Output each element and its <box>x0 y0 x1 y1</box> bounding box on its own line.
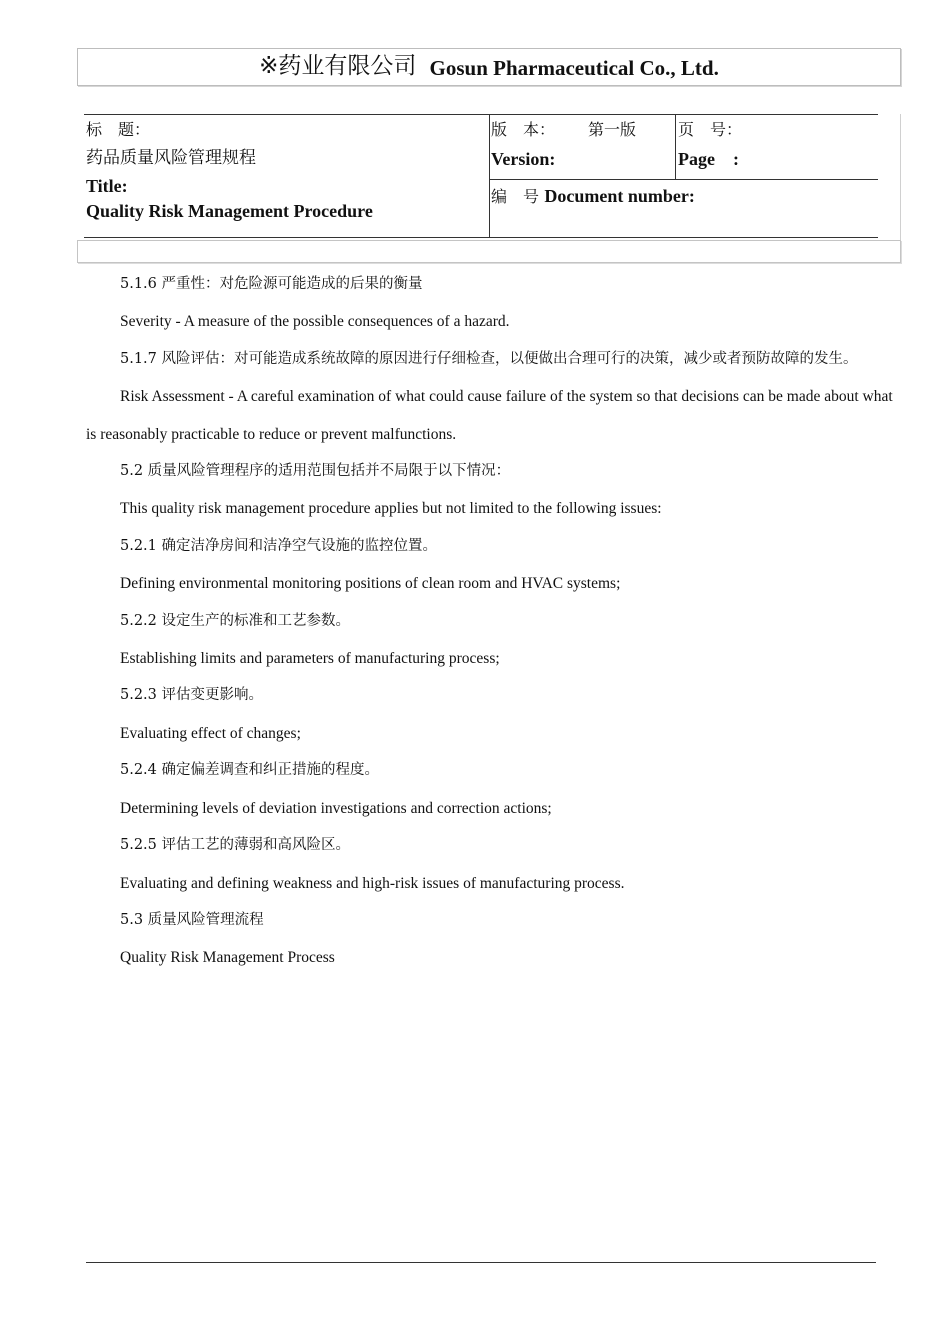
paragraph: 5.2.2 设定生产的标准和工艺参数。 <box>120 612 351 629</box>
header-spacer-box <box>77 240 901 263</box>
paragraph: 5.2.3 评估变更影响。 <box>120 687 264 704</box>
title-en: Quality Risk Management Procedure <box>86 201 373 221</box>
paragraph: 5.1.6 严重性：对危险源可能造成的后果的衡量 <box>120 276 423 292</box>
company-name-zh: ※药业有限公司 <box>259 53 417 79</box>
paragraph: 5.3 质量风险管理流程 <box>120 911 264 928</box>
version-label-zh: 版 本： <box>491 120 556 139</box>
paragraph: 5.2.1 确定洁净房间和洁净空气设施的监控位置。 <box>120 537 438 554</box>
title-label-en: Title: <box>86 176 128 196</box>
page-label-zh: 页 号： <box>678 120 743 139</box>
paragraph: 5.2.5 评估工艺的薄弱和高风险区。 <box>120 837 351 854</box>
footer-divider <box>86 1262 876 1263</box>
document-number-field <box>491 184 695 209</box>
page-label-en: Page : <box>678 149 739 169</box>
paragraph: Defining environmental monitoring positions of clean room and HVAC systems; <box>120 575 621 593</box>
paragraph: Evaluating and defining weakness and high-risk issues of manufacturing process. <box>120 874 625 892</box>
title-zh: 药品质量风险管理规程 <box>86 148 256 168</box>
title-label-zh: 标 题： <box>86 120 151 139</box>
docnum-label-en: Document number: <box>544 186 695 206</box>
paragraph: Quality Risk Management Process <box>120 949 335 967</box>
document-header-table <box>84 114 878 238</box>
paragraph: 5.1.7 风险评估：对可能造成系统故障的原因进行仔细检查，以便做出合理可行的决策，减少或者预防故障的发生。 <box>120 350 858 367</box>
document-body <box>86 266 894 977</box>
company-name-en: Gosun Pharmaceutical Co., Ltd. <box>429 56 719 80</box>
docnum-label-zh: 编 号 <box>491 187 540 206</box>
paragraph: 5.2.4 确定偏差调查和纠正措施的程度。 <box>120 762 380 779</box>
paragraph: This quality risk management procedure applies but not limited to the following issues: <box>120 500 662 518</box>
version-value-zh: 第一版 <box>588 120 637 139</box>
paragraph: Determining levels of deviation investigations and correction actions; <box>120 799 552 817</box>
paragraph: 5.2 质量风险管理程序的适用范围包括并不局限于以下情况： <box>120 463 511 480</box>
paragraph: Severity - A measure of the possible consequences of a hazard. <box>120 313 510 331</box>
company-header-box <box>77 48 901 86</box>
paragraph: Risk Assessment - A careful examination of what could cause failure of the system so that decisions can be made about what is reasonably practicable to reduce or prevent malfunctions. <box>86 388 893 443</box>
paragraph: Evaluating effect of changes; <box>120 724 301 742</box>
version-label-en: Version: <box>491 149 556 169</box>
paragraph: Establishing limits and parameters of manufacturing process; <box>120 650 500 668</box>
